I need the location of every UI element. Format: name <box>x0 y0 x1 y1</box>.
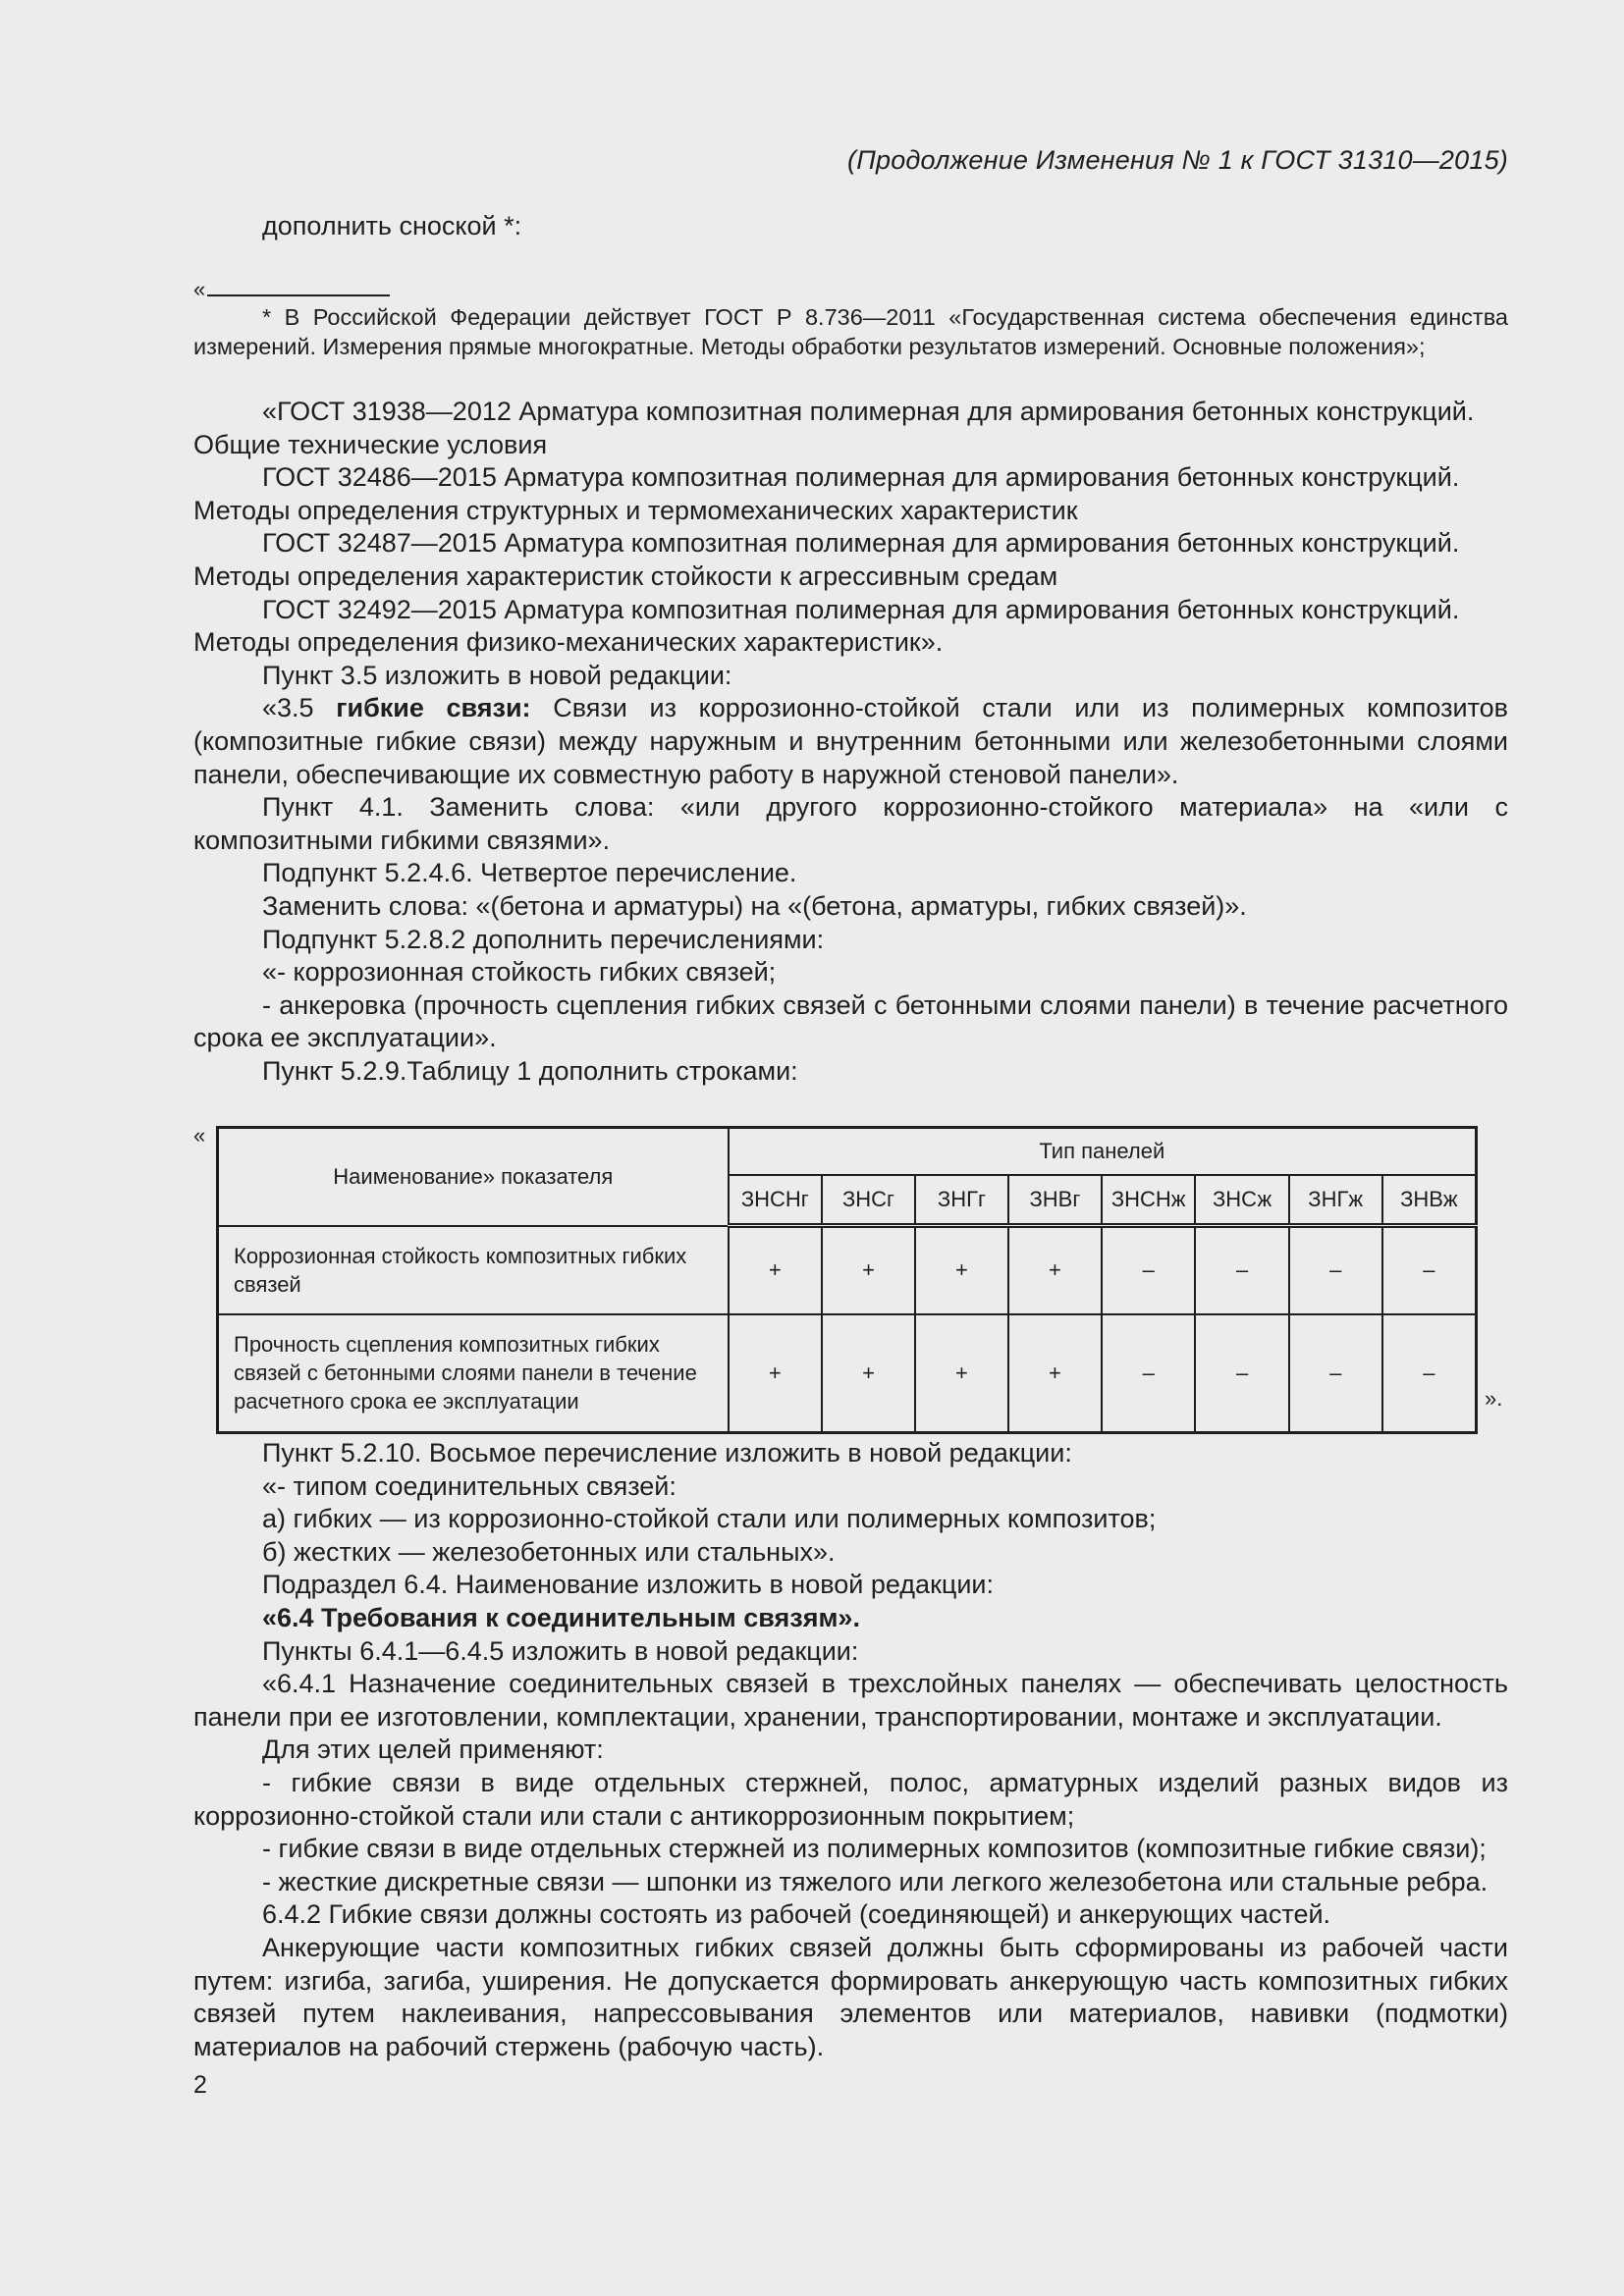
table-header-code: ЗНСж <box>1195 1175 1288 1226</box>
ref-line-4-cont: Методы определения физико-механических характеристик». <box>193 627 944 658</box>
table-cell: + <box>729 1314 822 1433</box>
anchor-paragraph: Анкерующие части композитных гибких связей должны быть сформированы из рабочей части путем: изгиба, загиба, уширения. Не допускается формировать анкерующую часть композитных гибких связей путем наклеивания, напрессовывания элементов или материалов, навивки (подмотки) материалов на рабочий стержень (рабочую часть). <box>193 1932 1508 2061</box>
list-item: - гибкие связи в виде отдельных стержней, полос, арматурных изделий разных видов из коррозионно-стойкой стали или стали с антикоррозионным покрытием; <box>193 1767 1508 1831</box>
clause-3-5-body: Связи из коррозионно-стойкой стали или из полимерных композитов (композитные гибкие связи) между наружным и внутренним бетонными или железобетонными слоями панели, обеспечивающие их совместную работу в наружной стеновой панели». <box>193 693 1508 789</box>
table-header-name: Наименование» показателя <box>218 1128 729 1226</box>
table-header-type: Тип панелей <box>729 1128 1477 1176</box>
table-cell: + <box>1008 1314 1102 1433</box>
table-cell: – <box>1102 1226 1196 1314</box>
clause-4-1: Пункт 4.1. Заменить слова: «или другого коррозионно-стойкого материала» на «или с композитными гибкими связями». <box>193 792 1508 855</box>
clause-5-2-8-2: Подпункт 5.2.8.2 дополнить перечислениями: <box>262 924 825 954</box>
ref-line-3-cont: Методы определения характеристик стойкости к агрессивным средам <box>193 561 1058 591</box>
ref-line-2-cont: Методы определения структурных и термомеханических характеристик <box>193 495 1078 525</box>
table-open-quote: « <box>193 1123 206 1148</box>
table-cell: – <box>1289 1226 1382 1314</box>
intro-block <box>193 210 1508 243</box>
clause-3-5-term: гибкие связи: <box>336 693 531 723</box>
clause-5-2-10-item: а) гибких — из коррозионно-стойкой стали или полимерных композитов; <box>262 1504 1157 1534</box>
intro-line: дополнить сноской *: <box>262 211 522 240</box>
table-header-code: ЗНВг <box>1008 1175 1102 1226</box>
list-item: - жесткие дискретные связи — шпонки из тяжелого или легкого железобетона или стальные ребра. <box>262 1866 1489 1896</box>
table-cell: + <box>1008 1226 1102 1314</box>
table-cell: – <box>1195 1226 1288 1314</box>
table-row-name: Коррозионная стойкость композитных гибких связей <box>218 1226 729 1314</box>
lower-text-block <box>193 1437 1508 2063</box>
ref-line-4: ГОСТ 32492—2015 Арматура композитная полимерная для армирования бетонных конструкций. <box>262 594 1460 624</box>
table-header-code: ЗНГж <box>1289 1175 1382 1226</box>
clause-5-2-4-6-replace: Заменить слова: «(бетона и арматуры) на «(бетона, арматуры, гибких связей)». <box>262 890 1247 921</box>
table-close-quote: ». <box>1485 1386 1503 1411</box>
clause-5-2-10-item: б) жестких — железобетонных или стальных». <box>262 1536 836 1567</box>
table-row-name: Прочность сцепления композитных гибких связей с бетонными слоями панели в течение расчетного срока ее эксплуатации <box>218 1314 729 1433</box>
table-header-code: ЗНСНг <box>729 1175 822 1226</box>
clause-5-2-8-2-item-a: «- коррозионная стойкость гибких связей; <box>262 957 777 988</box>
table-cell: + <box>822 1226 915 1314</box>
table-cell: – <box>1195 1314 1288 1433</box>
table-row <box>218 1226 1477 1314</box>
subsection-6-4-title-text: «6.4 Требования к соединительным связям». <box>262 1602 860 1632</box>
ref-line-2: ГОСТ 32486—2015 Арматура композитная полимерная для армирования бетонных конструкций. <box>262 462 1460 493</box>
clause-6-4-1: «6.4.1 Назначение соединительных связей в трехслойных панелях — обеспечивать целостность панели при ее изготовлении, комплектации, хранении, транспортировании, монтаже и эксплуатации. <box>193 1669 1508 1732</box>
table-cell: + <box>915 1226 1008 1314</box>
clause-5-2-10-item: «- типом соединительных связей: <box>262 1470 677 1501</box>
table-cell: – <box>1382 1314 1477 1433</box>
page-number: 2 <box>193 2071 207 2099</box>
subsection-6-4-title <box>193 1602 1508 1635</box>
clause-5-2-10: Пункт 5.2.10. Восьмое перечисление изложить в новой редакции: <box>262 1438 1072 1468</box>
running-header: (Продолжение Изменения № 1 к ГОСТ 31310—2015) <box>847 145 1508 175</box>
clause-5-2-8-2-item-b: - анкеровка (прочность сцепления гибких связей с бетонными слоями панели) в течение расчетного срока ее эксплуатации». <box>193 989 1508 1053</box>
list-item: - гибкие связи в виде отдельных стержней из полимерных композитов (композитные гибкие связи); <box>262 1834 1487 1864</box>
clauses-6-4-1-intro: Пункты 6.4.1—6.4.5 изложить в новой редакции: <box>262 1635 859 1666</box>
table-header-code: ЗНГг <box>915 1175 1008 1226</box>
table-header-code: ЗНСг <box>822 1175 915 1226</box>
purpose-line: Для этих целей применяют: <box>262 1735 604 1765</box>
clause-3-5-intro: Пункт 3.5 изложить в новой редакции: <box>262 660 732 690</box>
footnote-text: * В Российской Федерации действует ГОСТ Р 8.736—2011 «Государственная система обеспечения единства измерений. Измерения прямые многократные. Методы обработки результатов измерений. Основные положения»; <box>193 304 1508 359</box>
table-cell: + <box>729 1226 822 1314</box>
clause-6-4-2: 6.4.2 Гибкие связи должны состоять из рабочей (соединяющей) и анкерующих частей. <box>262 1899 1331 1930</box>
clause-3-5-lead: «3.5 <box>262 693 337 723</box>
table-cell: + <box>822 1314 915 1433</box>
table-row <box>218 1314 1477 1433</box>
ref-line-1: «ГОСТ 31938—2012 Арматура композитная полимерная для армирования бетонных конструкций. <box>262 397 1475 426</box>
references-block <box>193 396 1508 1088</box>
ref-line-3: ГОСТ 32487—2015 Арматура композитная полимерная для армирования бетонных конструкций. <box>262 528 1460 559</box>
clause-3-5 <box>193 692 1508 791</box>
table-cell: + <box>915 1314 1008 1433</box>
clause-5-2-4-6: Подпункт 5.2.4.6. Четвертое перечисление. <box>262 858 797 888</box>
table-cell: – <box>1382 1226 1477 1314</box>
panel-type-table <box>216 1126 1478 1434</box>
footnote-rule <box>207 294 390 296</box>
table-cell: – <box>1102 1314 1196 1433</box>
table-cell: – <box>1289 1314 1382 1433</box>
subsection-6-4-intro: Подраздел 6.4. Наименование изложить в новой редакции: <box>262 1570 995 1600</box>
ref-line-1-cont: Общие технические условия <box>193 429 548 459</box>
clause-5-2-9: Пункт 5.2.9.Таблицу 1 дополнить строками: <box>262 1055 798 1086</box>
footnote-open-quote: « <box>193 277 206 301</box>
table-header-code: ЗНСНж <box>1102 1175 1196 1226</box>
table-header-code: ЗНВж <box>1382 1175 1477 1226</box>
